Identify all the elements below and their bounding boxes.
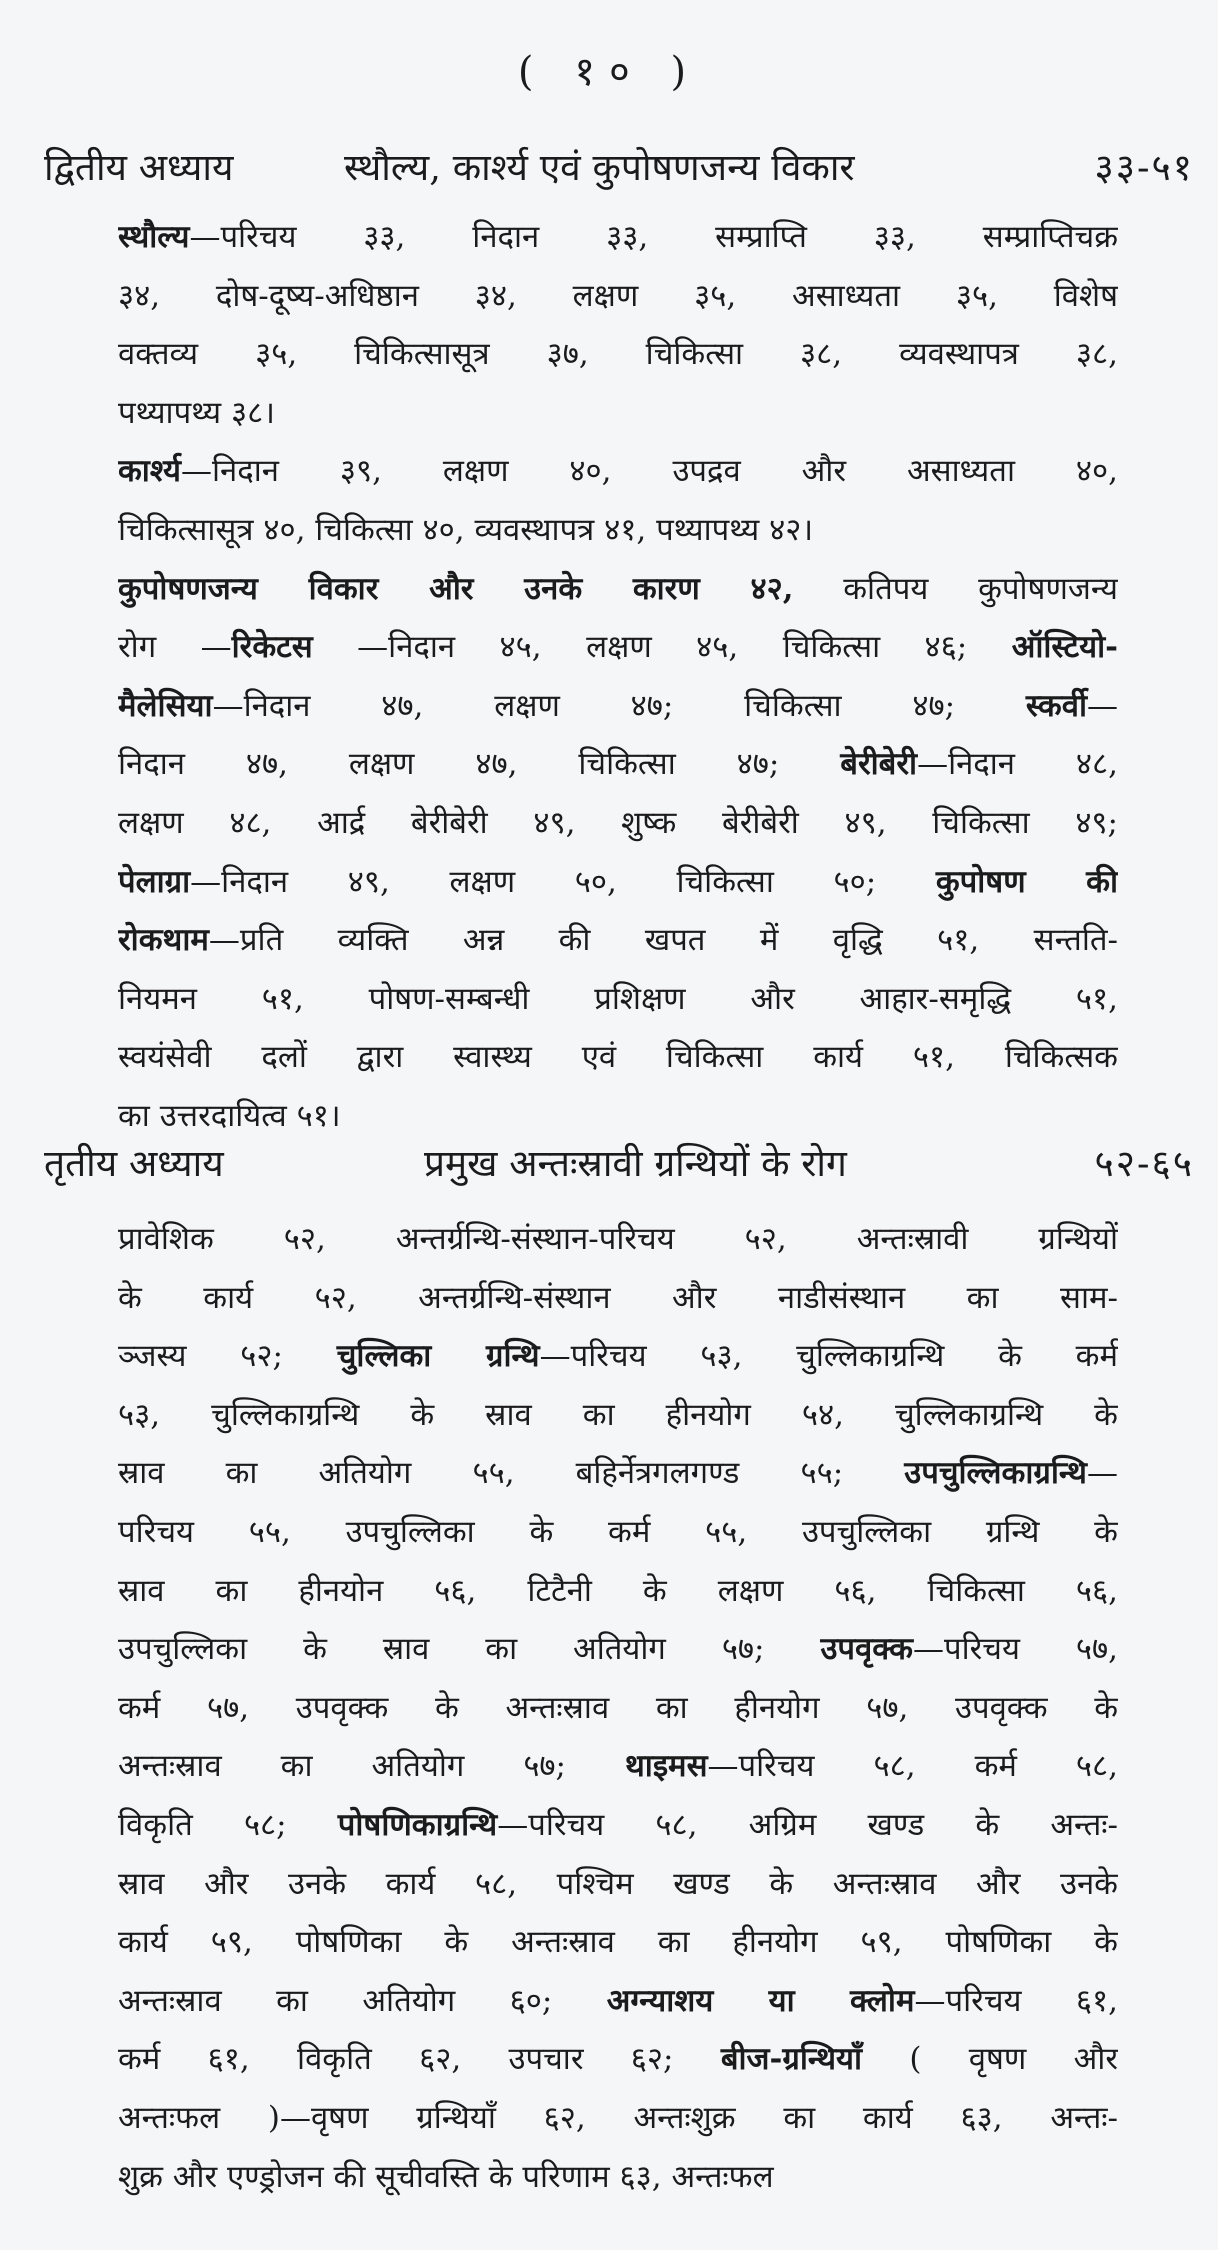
topic-heading: पेलाग्रा <box>118 863 191 900</box>
contents-line <box>118 853 1118 912</box>
contents-line <box>118 1562 1118 1621</box>
contents-text: —परिचय ६१, <box>914 1982 1118 2019</box>
topic-heading: कुपोषण की <box>935 863 1118 900</box>
contents-text: —निदान ४५, लक्षण ४५, चिकित्सा ४६; <box>312 629 1012 666</box>
contents-line <box>118 735 1118 794</box>
contents-line <box>118 2089 1118 2148</box>
contents-line <box>118 560 1118 619</box>
page-number: ( १० ) <box>517 49 701 95</box>
contents-line <box>118 794 1118 853</box>
topic-heading: स्थौल्य <box>118 219 190 255</box>
topic-heading: बेरीबेरी <box>840 746 918 783</box>
contents-text: नियमन ५१, पोषण-सम्बन्धी प्रशिक्षण और आहार-समृद्धि ५१, <box>118 980 1118 1017</box>
contents-line <box>118 2030 1118 2089</box>
contents-text: —परिचय ३३, निदान ३३, सम्प्राप्ति ३३, सम्प्राप्तिचक्र <box>189 219 1118 255</box>
chapter-title: प्रमुख अन्तःस्रावी ग्रन्थियों के रोग <box>424 1142 847 1185</box>
contents-text: निदान ४७, लक्षण ४७, चिकित्सा ४७; <box>118 746 841 783</box>
contents-text: ५३, चुल्लिकाग्रन्थि के स्राव का हीनयोग ५४, चुल्लिकाग्रन्थि के <box>118 1396 1118 1433</box>
contents-text: कतिपय कुपोषणजन्य <box>793 570 1118 607</box>
contents-text: प्रावेशिक ५२, अन्तर्ग्रन्थि-संस्थान-परिचय ५२, अन्तःस्रावी ग्रन्थियों <box>118 1221 1118 1257</box>
contents-line <box>118 618 1118 677</box>
topic-heading: उपचुल्लिकाग्रन्थि <box>904 1455 1087 1492</box>
contents-text: — <box>1087 1455 1118 1492</box>
contents-line <box>118 677 1118 736</box>
contents-line <box>118 1028 1118 1087</box>
topic-heading: चुल्लिका ग्रन्थि <box>336 1338 540 1375</box>
topic-heading: पोषणिकाग्रन्थि <box>337 1806 498 1843</box>
contents-text: —निदान ४९, लक्षण ५०, चिकित्सा ५०; <box>190 863 936 900</box>
chapter-page-range: ३३-५१ <box>1094 146 1194 189</box>
contents-line <box>118 911 1118 970</box>
contents-text: पथ्यापथ्य ३८। <box>118 394 275 431</box>
chapter-number: तृतीय अध्याय <box>44 1142 224 1185</box>
contents-text: —परिचय ५३, चुल्लिकाग्रन्थि के कर्म <box>539 1338 1118 1375</box>
contents-line <box>118 970 1118 1029</box>
contents-text: कर्म ६१, विकृति ६२, उपचार ६२; <box>118 2041 721 2078</box>
contents-line <box>118 384 1118 443</box>
contents-text: उपचुल्लिका के स्राव का अतियोग ५७; <box>118 1631 821 1668</box>
topic-heading: उपवृक्क <box>820 1631 913 1668</box>
topic-heading: रोकथाम <box>118 922 209 959</box>
contents-line <box>118 325 1118 384</box>
contents-text: ( वृषण और <box>862 2041 1118 2078</box>
chapter-heading-3 <box>44 1136 1194 1202</box>
contents-line <box>118 1972 1118 2031</box>
contents-text: — <box>1087 687 1118 724</box>
contents-text: अन्तःस्राव का अतियोग ५७; <box>118 1748 625 1785</box>
contents-text: —परिचय ५८, अग्रिम खण्ड के अन्तः- <box>497 1806 1118 1843</box>
topic-heading: अग्न्याशय या क्लोम <box>606 1982 915 2019</box>
contents-text: के कार्य ५२, अन्तर्ग्रन्थि-संस्थान और नाडीसंस्थान का साम- <box>118 1279 1118 1316</box>
contents-line <box>118 1796 1118 1855</box>
chapter-2-contents <box>118 208 1118 1146</box>
contents-line <box>118 1855 1118 1914</box>
contents-text: शुक्र और एण्ड्रोजन की सूचीवस्ति के परिणाम ६३, अन्तःफल <box>118 2158 774 2195</box>
topic-heading: थाइमस <box>624 1748 708 1785</box>
topic-heading: ऑस्टियो- <box>1011 629 1118 666</box>
contents-text: स्वयंसेवी दलों द्वारा स्वास्थ्य एवं चिकित्सा कार्य ५१, चिकित्सक <box>118 1039 1118 1076</box>
contents-text: कार्य ५९, पोषणिका के अन्तःस्राव का हीनयोग ५९, पोषणिका के <box>118 1924 1118 1961</box>
contents-line <box>118 1269 1118 1328</box>
contents-text: ञ्जस्य ५२; <box>118 1338 337 1375</box>
contents-text: —निदान ३९, लक्षण ४०, उपद्रव और असाध्यता ४०, <box>181 453 1118 490</box>
contents-line <box>118 501 1118 560</box>
chapter-title: स्थौल्य, कार्श्य एवं कुपोषणजन्य विकार <box>344 146 855 189</box>
contents-line <box>118 1913 1118 1972</box>
contents-text: रोग — <box>118 629 232 666</box>
contents-line <box>118 1327 1118 1386</box>
contents-line <box>118 1620 1118 1679</box>
contents-line <box>118 1386 1118 1445</box>
contents-text: कर्म ५७, उपवृक्क के अन्तःस्राव का हीनयोग ५७, उपवृक्क के <box>118 1689 1118 1726</box>
contents-line <box>118 267 1118 326</box>
contents-text: ३४, दोष-दूष्य-अधिष्ठान ३४, लक्षण ३५, असाध्यता ३५, विशेष <box>118 277 1118 314</box>
contents-text: —परिचय ५८, कर्म ५८, <box>707 1748 1118 1785</box>
contents-text: स्राव का अतियोग ५५, बहिर्नेत्रगलगण्ड ५५; <box>118 1455 905 1492</box>
contents-text: का उत्तरदायित्व ५१। <box>118 1097 341 1134</box>
contents-line <box>118 1679 1118 1738</box>
contents-text: विकृति ५८; <box>118 1806 338 1843</box>
topic-heading: रिकेटस <box>231 629 313 666</box>
topic-heading: स्कर्वी <box>1025 687 1087 724</box>
chapter-page-range: ५२-६५ <box>1094 1142 1194 1185</box>
topic-heading: कुपोषणजन्य विकार और उनके कारण ४२, <box>118 570 794 607</box>
contents-line <box>118 1503 1118 1562</box>
contents-text: स्राव का हीनयोन ५६, टिटैनी के लक्षण ५६, चिकित्सा ५६, <box>118 1572 1118 1609</box>
contents-text: —निदान ४७, लक्षण ४७; चिकित्सा ४७; <box>212 687 1026 724</box>
topic-heading: बीज-ग्रन्थियाँ <box>720 2041 863 2078</box>
contents-line <box>118 1737 1118 1796</box>
contents-text: परिचय ५५, उपचुल्लिका के कर्म ५५, उपचुल्लिका ग्रन्थि के <box>118 1513 1118 1550</box>
chapter-heading-2 <box>44 140 1194 206</box>
topic-heading: मैलेसिया <box>118 687 213 724</box>
chapter-3-contents <box>118 1210 1118 2206</box>
contents-text: —परिचय ५७, <box>912 1631 1118 1668</box>
contents-text: चिकित्सासूत्र ४०, चिकित्सा ४०, व्यवस्थापत्र ४१, पथ्यापथ्य ४२। <box>118 511 814 548</box>
topic-heading: कार्श्य <box>118 453 181 490</box>
contents-text: अन्तःस्राव का अतियोग ६०; <box>118 1982 607 2019</box>
contents-text: अन्तःफल )—वृषण ग्रन्थियाँ ६२, अन्तःशुक्र का कार्य ६३, अन्तः- <box>118 2099 1118 2136</box>
contents-line <box>118 1444 1118 1503</box>
contents-text: वक्तव्य ३५, चिकित्सासूत्र ३७, चिकित्सा ३८, व्यवस्थापत्र ३८, <box>118 336 1118 373</box>
contents-text: —निदान ४८, <box>917 746 1118 783</box>
contents-line <box>118 208 1118 267</box>
contents-text: लक्षण ४८, आर्द्र बेरीबेरी ४९, शुष्क बेरीबेरी ४९, चिकित्सा ४९; <box>118 804 1118 841</box>
contents-text: स्राव और उनके कार्य ५८, पश्चिम खण्ड के अन्तःस्राव और उनके <box>118 1865 1118 1902</box>
contents-line <box>118 2148 1118 2207</box>
chapter-number: द्वितीय अध्याय <box>44 146 234 189</box>
contents-line <box>118 442 1118 501</box>
contents-line <box>118 1210 1118 1269</box>
contents-text: —प्रति व्यक्ति अन्न की खपत में वृद्धि ५१, सन्तति- <box>208 922 1118 959</box>
